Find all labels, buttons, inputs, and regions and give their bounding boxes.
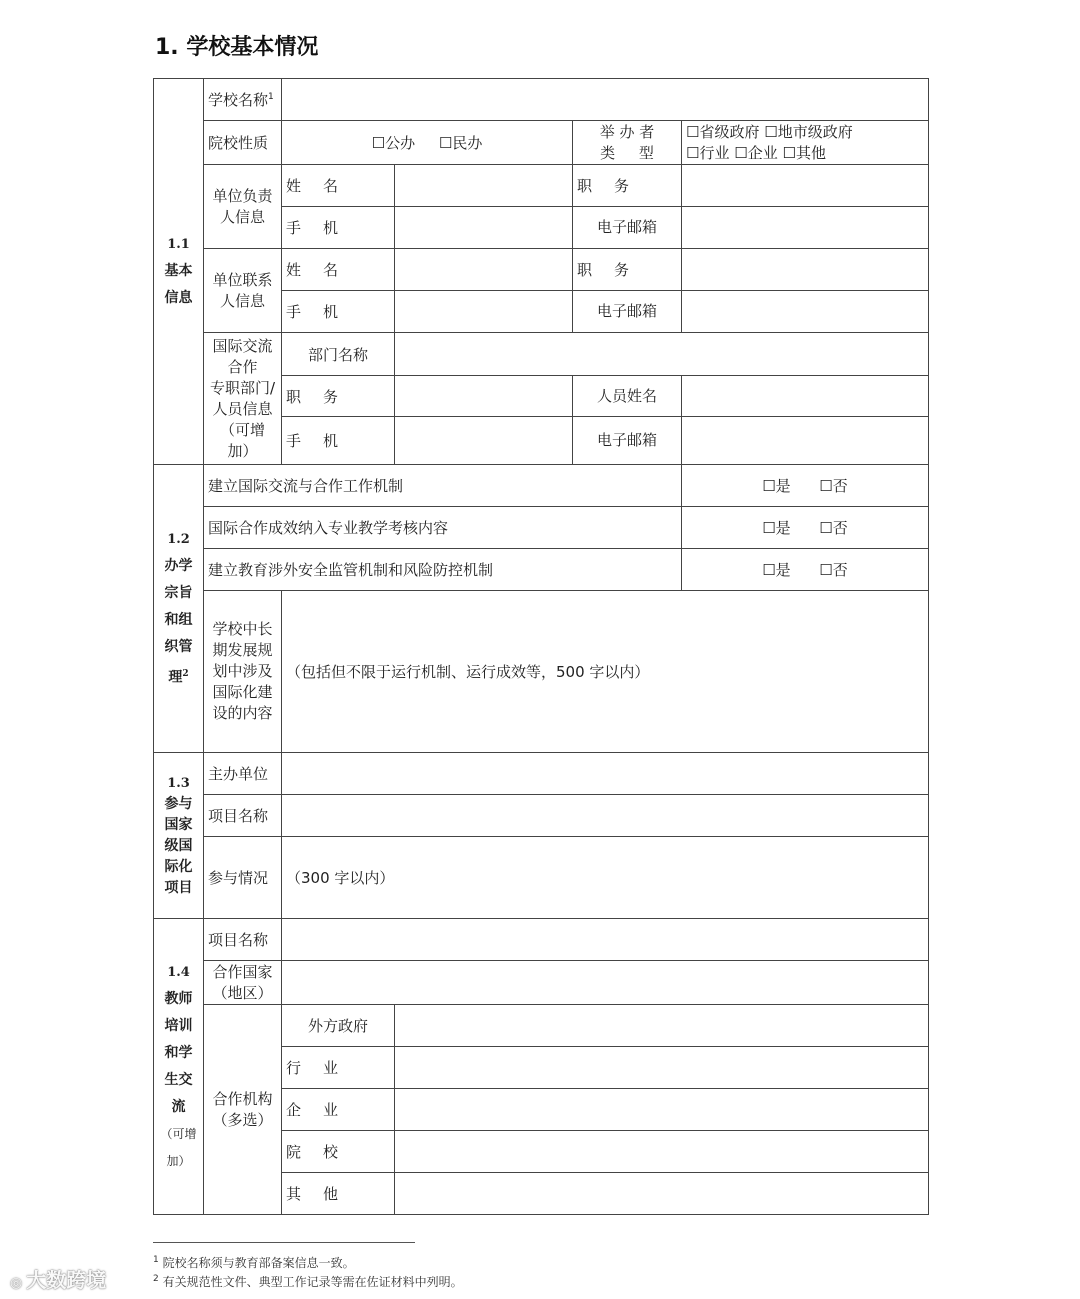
head-email-label: 电子邮箱 bbox=[573, 207, 682, 249]
exchange-project-name-label: 项目名称 bbox=[204, 919, 282, 961]
host-unit-label: 主办单位 bbox=[204, 753, 282, 795]
footnote-2: $^2$ 有关规范性文件、典型工作记录等需在佐证材料中列明。 bbox=[153, 1274, 463, 1289]
exchange-project-name-field[interactable] bbox=[282, 919, 929, 961]
checkbox-yes[interactable]: ☐是 bbox=[762, 519, 791, 537]
org-type-other: 其他 bbox=[282, 1173, 395, 1215]
contact-position-label: 职务 bbox=[573, 249, 682, 291]
assessment-question: 国际合作成效纳入专业教学考核内容 bbox=[204, 507, 682, 549]
org-other-field[interactable] bbox=[395, 1173, 929, 1215]
checkbox-no[interactable]: ☐否 bbox=[819, 477, 848, 495]
participation-field[interactable] bbox=[282, 837, 929, 919]
intl-position-label: 职务 bbox=[282, 376, 395, 417]
page-title: 1. 学校基本情况 bbox=[155, 35, 319, 60]
intl-email-field[interactable] bbox=[682, 417, 929, 465]
intl-email-label: 电子邮箱 bbox=[573, 417, 682, 465]
dept-name-label: 部门名称 bbox=[282, 333, 395, 376]
section-1-3-header: 1.3 参与 国家 级国 际化 项目 bbox=[154, 753, 204, 919]
intl-person-name-label: 人员姓名 bbox=[573, 376, 682, 417]
checkbox-enterprise[interactable]: ☐企业 bbox=[734, 143, 778, 162]
org-foreign-gov-field[interactable] bbox=[395, 1005, 929, 1047]
watermark: ◎ 大数跨境 bbox=[10, 1268, 107, 1292]
checkbox-municipal-gov[interactable]: ☐地市级政府 bbox=[764, 122, 853, 141]
contact-name-label: 姓名 bbox=[282, 249, 395, 291]
checkbox-other[interactable]: ☐其他 bbox=[782, 143, 826, 162]
school-name-field[interactable] bbox=[282, 79, 929, 121]
development-plan-label: 学校中长 期发展规 划中涉及 国际化建 设的内容 bbox=[204, 591, 282, 753]
nature-label: 院校性质 bbox=[204, 121, 282, 165]
head-name-field[interactable] bbox=[395, 165, 573, 207]
intl-position-field[interactable] bbox=[395, 376, 573, 417]
contact-mobile-field[interactable] bbox=[395, 291, 573, 333]
checkbox-yes[interactable]: ☐是 bbox=[762, 561, 791, 579]
contact-position-field[interactable] bbox=[682, 249, 929, 291]
mechanism-yes-no bbox=[682, 465, 929, 507]
head-position-field[interactable] bbox=[682, 165, 929, 207]
contact-email-field[interactable] bbox=[682, 291, 929, 333]
sponsor-type-options bbox=[682, 121, 929, 165]
contact-info-label: 单位联系 人信息 bbox=[204, 249, 282, 333]
participation-label: 参与情况 bbox=[204, 837, 282, 919]
org-industry-field[interactable] bbox=[395, 1047, 929, 1089]
national-project-name-field[interactable] bbox=[282, 795, 929, 837]
participation-hint: （300 字以内） bbox=[286, 869, 395, 887]
mechanism-question: 建立国际交流与合作工作机制 bbox=[204, 465, 682, 507]
intl-mobile-label: 手机 bbox=[282, 417, 395, 465]
head-email-field[interactable] bbox=[682, 207, 929, 249]
checkbox-industry[interactable]: ☐行业 bbox=[686, 143, 730, 162]
national-project-name-label: 项目名称 bbox=[204, 795, 282, 837]
dept-name-field[interactable] bbox=[395, 333, 929, 376]
footnote-divider bbox=[153, 1242, 415, 1243]
org-type-foreign-gov: 外方政府 bbox=[282, 1005, 395, 1047]
section-1-2-header: 1.2 办学 宗旨 和组 织管 理$^2$ bbox=[154, 465, 204, 753]
school-name-label: 学校名称$^1$ bbox=[204, 79, 282, 121]
section-1-4-header: 1.4 教师 培训 和学 生交 流 （可增 加） bbox=[154, 919, 204, 1215]
school-info-form bbox=[153, 78, 929, 1215]
partner-country-label: 合作国家 （地区） bbox=[204, 961, 282, 1005]
contact-name-field[interactable] bbox=[395, 249, 573, 291]
org-type-industry: 行业 bbox=[282, 1047, 395, 1089]
partner-country-field[interactable] bbox=[282, 961, 929, 1005]
section-1-1-header: 1.1 基本 信息 bbox=[154, 79, 204, 465]
safety-question: 建立教育涉外安全监管机制和风险防控机制 bbox=[204, 549, 682, 591]
watermark-logo-icon: ◎ bbox=[10, 1275, 23, 1291]
development-plan-hint: （包括但不限于运行机制、运行成效等，500 字以内） bbox=[286, 663, 650, 681]
checkbox-provincial-gov[interactable]: ☐省级政府 bbox=[686, 122, 760, 141]
org-type-enterprise: 企业 bbox=[282, 1089, 395, 1131]
assessment-yes-no bbox=[682, 507, 929, 549]
checkbox-no[interactable]: ☐否 bbox=[819, 519, 848, 537]
head-name-label: 姓名 bbox=[282, 165, 395, 207]
checkbox-private[interactable]: ☐民办 bbox=[438, 134, 483, 152]
org-school-field[interactable] bbox=[395, 1131, 929, 1173]
intl-person-name-field[interactable] bbox=[682, 376, 929, 417]
org-enterprise-field[interactable] bbox=[395, 1089, 929, 1131]
head-mobile-label: 手机 bbox=[282, 207, 395, 249]
development-plan-field[interactable] bbox=[282, 591, 929, 753]
head-mobile-field[interactable] bbox=[395, 207, 573, 249]
partner-org-label: 合作机构 （多选） bbox=[204, 1005, 282, 1215]
org-type-school: 院校 bbox=[282, 1131, 395, 1173]
head-position-label: 职务 bbox=[573, 165, 682, 207]
intl-mobile-field[interactable] bbox=[395, 417, 573, 465]
sponsor-type-label: 举 办 者 类 型 bbox=[573, 121, 682, 165]
contact-mobile-label: 手机 bbox=[282, 291, 395, 333]
checkbox-no[interactable]: ☐否 bbox=[819, 561, 848, 579]
safety-yes-no bbox=[682, 549, 929, 591]
footnote-ref-1: 1 bbox=[268, 92, 274, 102]
intl-dept-label: 国际交流 合作 专职部门/ 人员信息 （可增 加） bbox=[204, 333, 282, 465]
head-info-label: 单位负责 人信息 bbox=[204, 165, 282, 249]
host-unit-field[interactable] bbox=[282, 753, 929, 795]
nature-options bbox=[282, 121, 573, 165]
footnote-ref-2: 2 bbox=[182, 668, 189, 679]
footnote-1: $^1$ 院校名称须与教育部备案信息一致。 bbox=[153, 1255, 355, 1270]
checkbox-public[interactable]: ☐公办 bbox=[371, 134, 416, 152]
contact-email-label: 电子邮箱 bbox=[573, 291, 682, 333]
checkbox-yes[interactable]: ☐是 bbox=[762, 477, 791, 495]
